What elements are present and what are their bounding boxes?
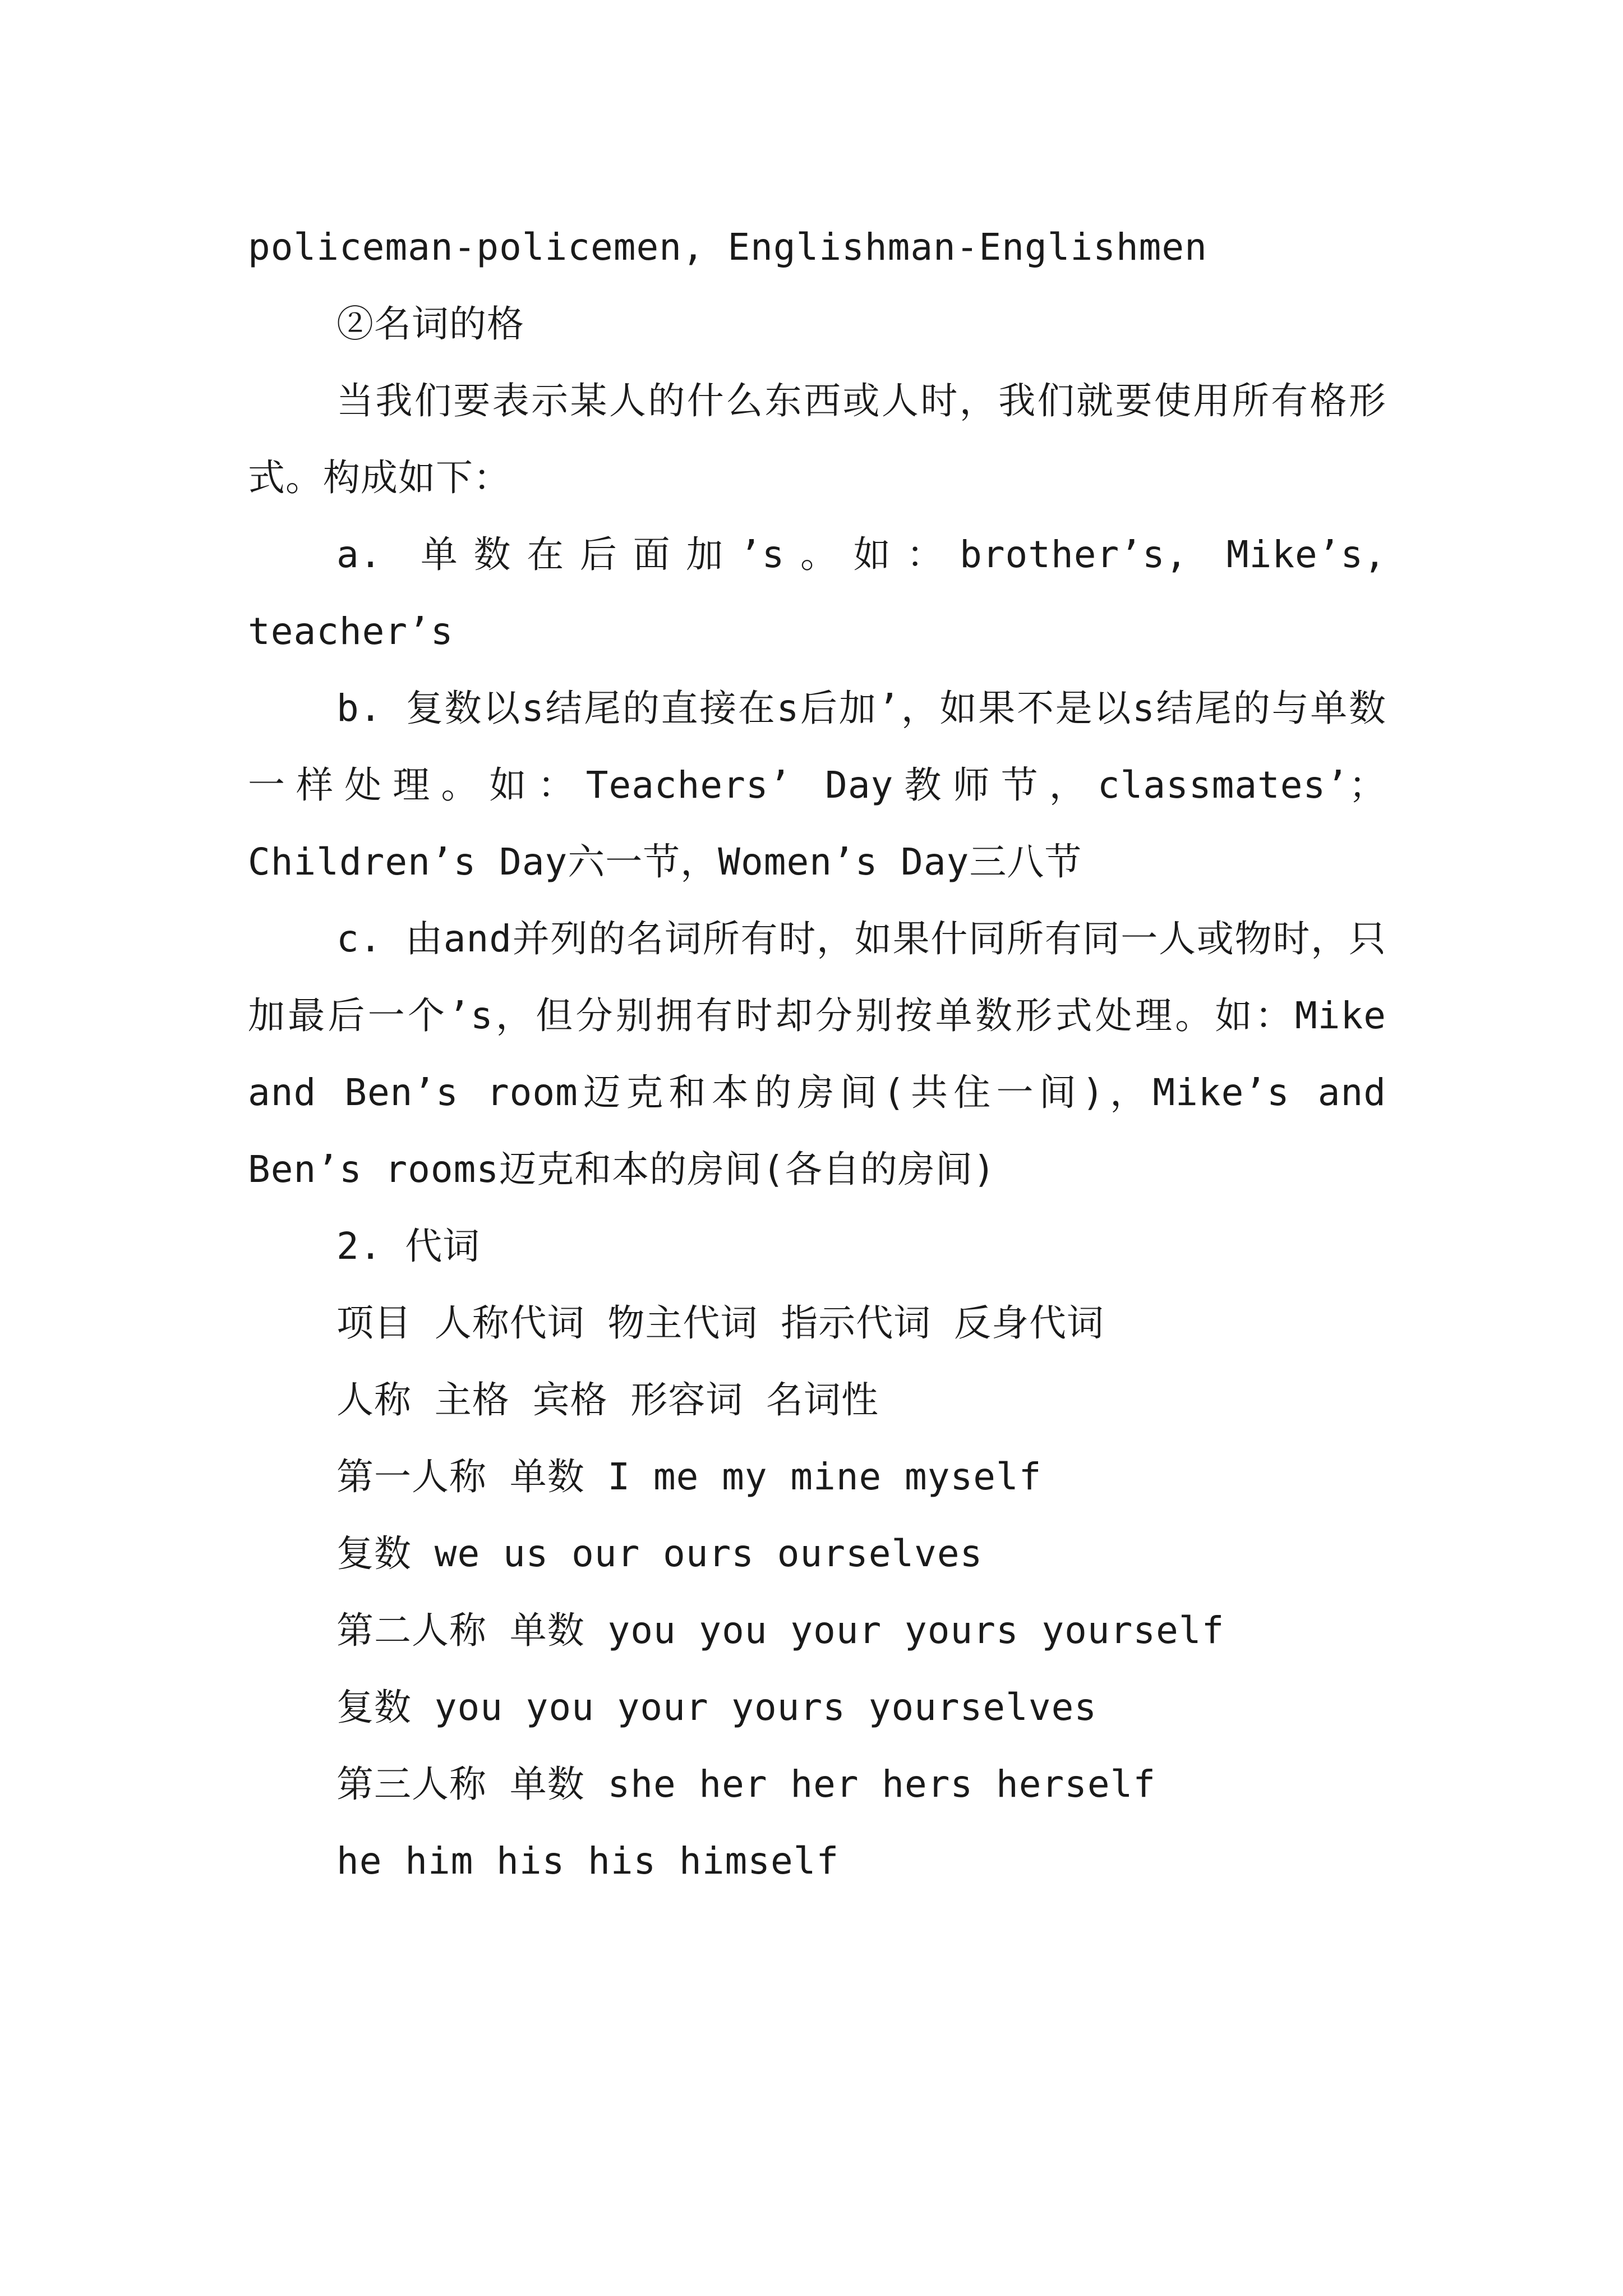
pronoun-table-header-1: 项目 人称代词 物主代词 指示代词 反身代词	[336, 1301, 1104, 1345]
rule-c-paragraph: c. 由and并列的名词所有时，如果什同所有同一人或物时，只加最后一个’s，但分别拥有时却分别按单数形式处理。如：Mike and Ben’s room迈克和本的房间(共住一间)，Mike’s and Ben’s rooms迈克和本的房间(各自的房间)	[248, 917, 1386, 1191]
pronoun-table-row: 第一人称 单数 I me my mine myself	[336, 1455, 1042, 1498]
possessive-intro-paragraph: 当我们要表示某人的什么东西或人时，我们就要使用所有格形式。构成如下：	[248, 379, 1386, 499]
pronoun-table-header-2: 人称 主格 宾格 形容词 名词性	[336, 1378, 879, 1421]
pronoun-table-row: 复数 we us our ours ourselves	[336, 1532, 983, 1575]
possessive-case-heading: ②名词的格	[336, 302, 524, 346]
plural-examples-line: policeman-policemen, Englishman-Englishmen	[248, 226, 1207, 269]
pronoun-table-row: 第二人称 单数 you you your yours yourself	[336, 1609, 1225, 1652]
pronoun-heading: 2. 代词	[336, 1225, 481, 1268]
pronoun-table-row: 第三人称 单数 she her her hers herself	[336, 1763, 1156, 1806]
pronoun-table-row: 复数 you you your yours yourselves	[336, 1686, 1098, 1729]
rule-b-paragraph: b. 复数以s结尾的直接在s后加’，如果不是以s结尾的与单数一样处理。如：Teachers’ Day教师节，classmates’；Children’s Day六一节，Women’s Day三八节	[248, 687, 1386, 884]
pronoun-table-row: he him his his himself	[336, 1839, 840, 1883]
rule-a-paragraph: a. 单数在后面加’s。如：brother’s, Mike’s, teacher’s	[248, 533, 1386, 653]
document-body	[248, 209, 1386, 1899]
